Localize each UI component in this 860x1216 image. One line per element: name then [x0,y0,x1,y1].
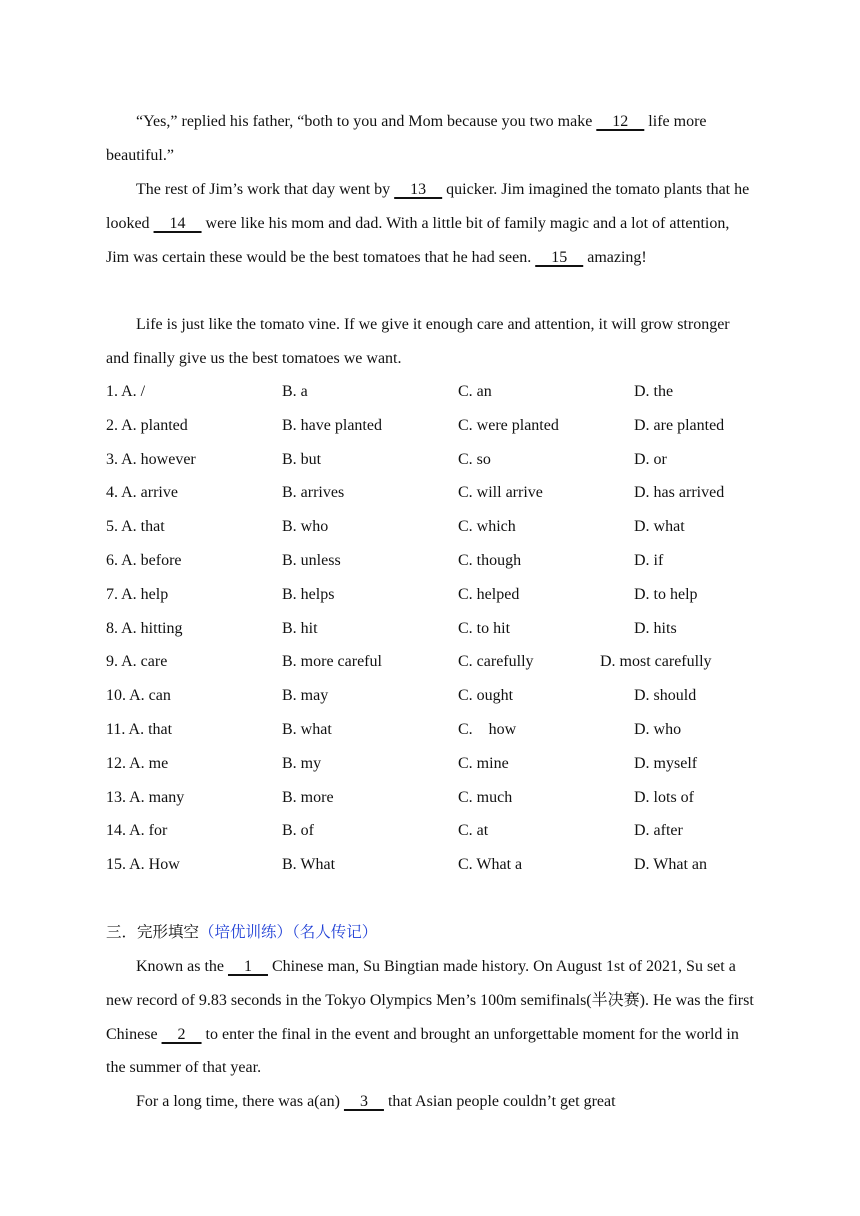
option-d: D. or [634,450,667,468]
option-d: D. to help [634,585,698,603]
blank-15: 15 [535,248,584,266]
option-c: C. though [458,552,522,569]
option-a: 6. A. before [106,552,182,569]
option-b: B. a [282,383,308,400]
blank-14: 14 [153,214,202,232]
option-a: 1. A. / [106,383,146,400]
option-c: C. which [458,518,516,536]
option-row [106,713,756,747]
paragraph-asian-people [106,1085,756,1119]
option-row [106,476,756,510]
option-d: D. are planted [634,416,725,434]
section-tag-training: （培优训练） [199,923,293,941]
text: that Asian people couldn’t get great [383,1093,616,1110]
option-c: C. helped [458,585,520,603]
option-row [106,409,756,443]
option-a: 7. A. help [106,585,169,603]
option-row [106,848,756,882]
blank-3: 3 [343,1093,384,1110]
option-row [106,814,756,848]
option-row [106,544,756,578]
paragraph-rest-of-work [106,173,756,274]
blank-12: 12 [596,113,645,130]
text: Chinese man, Su Bingtian made history. On August 1st of 2021, Su set a new record of 9.83 seconds in the Tokyo Olympics Men’s 100m semifinals(半决赛). He was the first Chinese [106,958,754,1043]
option-c: C. carefully [458,653,534,671]
option-d: D. should [634,687,697,705]
option-b: B. of [282,822,314,840]
option-d: D. myself [634,754,698,772]
option-row [106,679,756,713]
option-b: B. arrives [282,484,345,502]
text: Known as the [136,958,228,975]
option-a: 9. A. care [106,653,168,671]
text: were like his mom and dad. With a little bit of family magic and a lot of attention, Jim was certain these would be the best tomatoes that he had seen. [106,214,730,266]
option-a: 10. A. can [106,687,171,705]
option-a: 4. A. arrive [106,484,178,502]
option-row [106,578,756,612]
option-c: C. at [458,822,489,840]
option-b: B. more careful [282,653,382,671]
option-d: D. what [634,518,685,536]
option-a: 15. A. How [106,856,180,874]
option-b: B. What [282,856,336,874]
option-b: B. unless [282,552,341,569]
option-b: B. but [282,450,322,468]
option-c: C. mine [458,754,509,772]
option-b: B. my [282,754,322,772]
section-tag-biography: （名人传记） [292,923,378,941]
option-c: C. were planted [458,416,559,434]
option-a: 5. A. that [106,518,165,536]
option-d: D. who [634,721,682,738]
option-d: D. if [634,552,664,569]
option-row [106,443,756,477]
option-a: 11. A. that [106,721,173,738]
option-a: 8. A. hitting [106,619,183,637]
option-b: B. helps [282,585,335,603]
option-row [106,645,756,679]
option-b: B. what [282,721,332,738]
paragraph-tomato-vine: Life is just like the tomato vine. If we give it enough care and attention, it will grow stronger and finally give us the best tomatoes we want. [106,316,730,367]
option-d: D. What an [634,856,708,874]
paragraph-father-reply [106,105,756,173]
option-d: D. the [634,383,674,400]
option-a: 12. A. me [106,754,169,772]
option-b: B. have planted [282,416,382,434]
text: to enter the final in the event and brought an unforgettable moment for the world in the summer of that year. [106,1025,739,1077]
option-row [106,612,756,646]
option-c: C. will arrive [458,484,543,502]
text: life more beautiful.” [106,113,707,164]
blank-2: 2 [161,1025,202,1043]
option-d: D. hits [634,619,677,637]
option-d: D. lots of [634,788,694,806]
blank-13: 13 [394,181,443,198]
option-b: B. more [282,788,334,806]
option-c: C. to hit [458,619,511,637]
text: For a long time, there was a(an) [136,1093,344,1110]
option-d: D. most carefully [600,653,712,671]
option-c: C. so [458,450,491,468]
option-a: 3. A. however [106,450,196,468]
text: The rest of Jim’s work that day went by [136,181,395,198]
option-row [106,510,756,544]
option-row [106,747,756,781]
option-row [106,781,756,815]
option-a: 13. A. many [106,788,185,806]
option-a: 2. A. planted [106,416,188,434]
option-b: B. who [282,518,329,536]
text: amazing! [583,248,647,266]
option-c: C. how [458,721,517,738]
option-c: C. What a [458,856,523,874]
option-d: D. has arrived [634,484,725,502]
text: quicker. Jim imagined the tomato plants that he looked [106,181,750,232]
option-b: B. hit [282,619,318,637]
option-c: C. an [458,383,492,400]
option-a: 14. A. for [106,822,168,840]
paragraph-su-bingtian [106,950,756,1085]
option-d: D. after [634,822,683,840]
section-number-title: 三．完形填空 [106,923,200,941]
blank-1: 1 [227,958,268,975]
option-row [106,375,756,409]
text: “Yes,” replied his father, “both to you and Mom because you two make [136,113,597,130]
option-c: C. ought [458,687,514,705]
section-heading [106,915,377,949]
option-b: B. may [282,687,329,705]
option-c: C. much [458,788,513,806]
